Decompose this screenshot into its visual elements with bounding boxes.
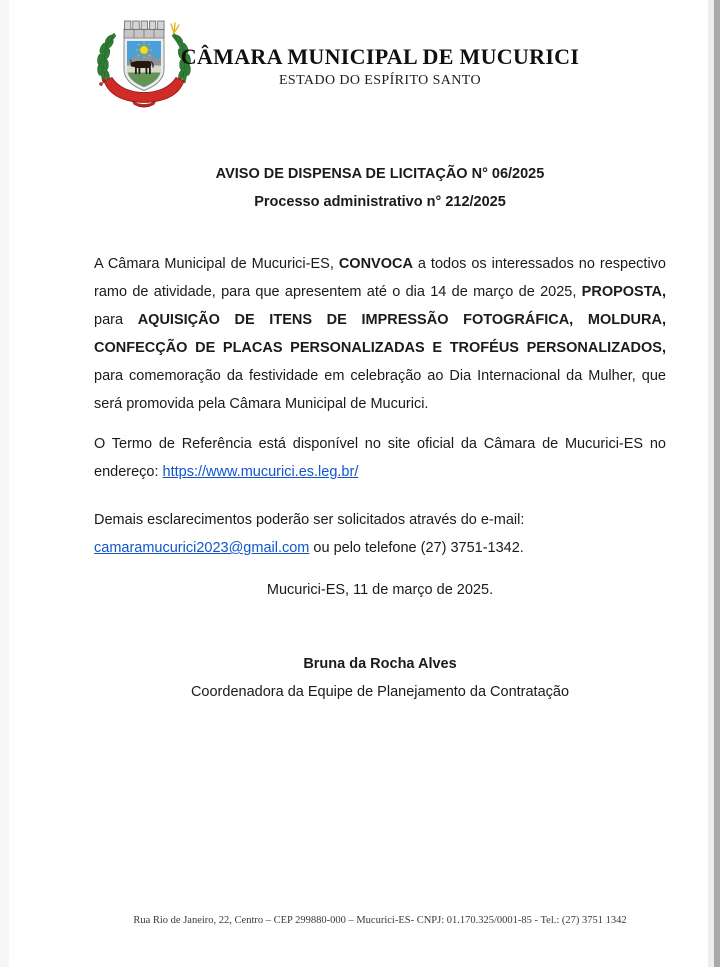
text-run: O Termo de Referência está disponível no site oficial da Câmara de Mucurici-ES no endereço: (94, 436, 666, 480)
page-right-edge (714, 0, 720, 967)
org-subtitle: ESTADO DO ESPÍRITO SANTO (278, 73, 482, 88)
org-name: CÂMARA MUNICIPAL DE MUCURICI (180, 44, 580, 69)
footer-address: Rua Rio de Janeiro, 22, Centro – CEP 299880-000 – Mucurici-ES- CNPJ: 01.170.325/0001-85 - Tel.: (27) 3751 1342 (133, 915, 627, 926)
contact-paragraph (94, 506, 666, 562)
text-run: ou pelo telefone (27) 3751-1342. (309, 540, 524, 556)
text-run: AQUISIÇÃO DE ITENS DE IMPRESSÃO FOTOGRÁFICA, MOLDURA, CONFECÇÃO DE PLACAS PERSONALIZADAS E TROFÉUS PERSONALIZADOS, (94, 312, 666, 356)
notice-title: AVISO DE DISPENSA DE LICITAÇÃO N° 06/2025 (215, 166, 545, 182)
letterhead (170, 44, 590, 89)
text-run: para (94, 312, 138, 328)
text-run: PROPOSTA, (581, 284, 666, 300)
text-run: para comemoração da festividade em celebração ao Dia Internacional da Mulher, que será promovida pela Câmara Municipal de Mucurici. (94, 368, 666, 412)
text-run: CONVOCA (338, 256, 413, 272)
process-number: Processo administrativo n° 212/2025 (254, 194, 506, 210)
document-body (94, 160, 666, 706)
email-link[interactable]: camaramucurici2023@gmail.com (94, 540, 310, 556)
signatory-name: Bruna da Rocha Alves (303, 656, 457, 672)
mural-crown (124, 21, 164, 38)
convocation-paragraph (94, 250, 666, 418)
left-coffee-branch (97, 33, 116, 83)
reference-term-paragraph (94, 430, 666, 486)
text-run: a todos os interessados no respectivo ramo de atividade, para que apresentem até o dia 14 de março de 2025, (94, 256, 666, 300)
paragraphs-container (94, 250, 666, 562)
page-left-edge (0, 0, 9, 967)
corn-tassel (171, 23, 179, 33)
text-run: A Câmara Municipal de Mucurici-ES, (94, 256, 339, 272)
date-line: Mucurici-ES, 11 de março de 2025. (266, 582, 494, 598)
site-link[interactable]: https://www.mucurici.es.leg.br/ (162, 464, 359, 480)
text-run: Demais esclarecimentos poderão ser solicitados através do e-mail: (94, 512, 525, 528)
signatory-role: Coordenadora da Equipe de Planejamento da Contratação (190, 684, 570, 700)
